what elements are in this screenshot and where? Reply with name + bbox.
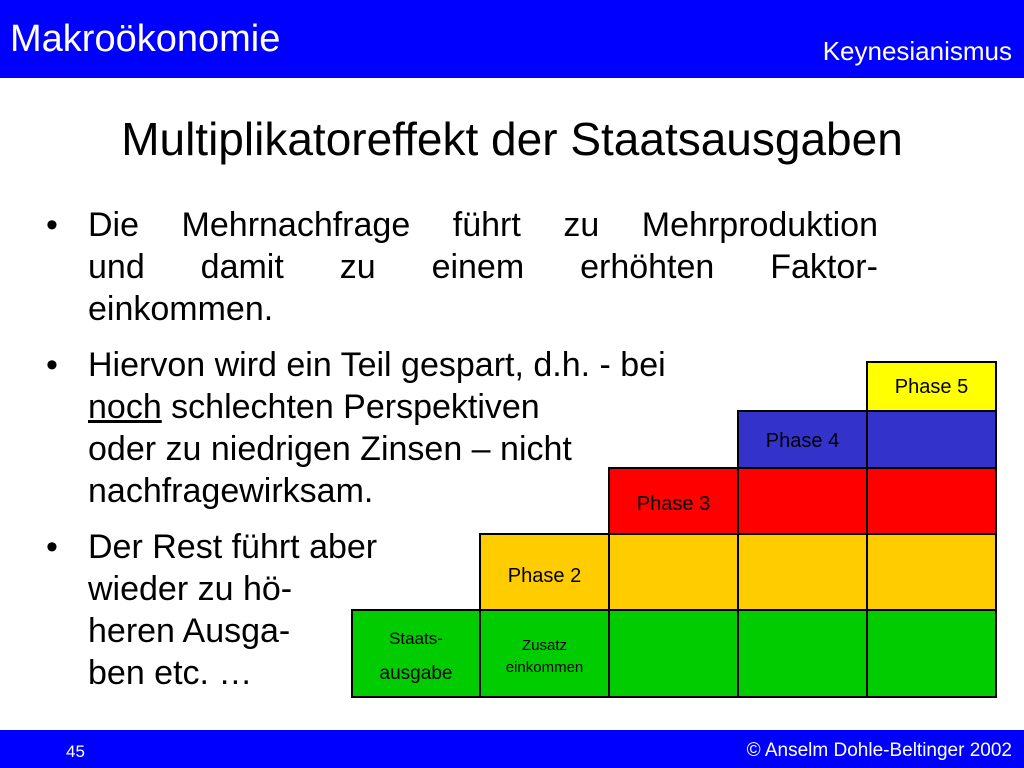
phase-2-label: Phase 2 <box>507 565 582 587</box>
bullet-2-line-2-rest: schlechten Perspektiven <box>161 388 540 426</box>
word: damit <box>200 248 284 286</box>
bullet-3-line-4: ben etc. … <box>88 654 253 692</box>
word: zu <box>563 206 600 244</box>
phase-4-label: Phase 4 <box>765 430 840 452</box>
bullet-2-line-2 <box>88 386 666 428</box>
block-phase-3 <box>608 467 739 535</box>
block-green <box>737 609 868 698</box>
course-title: Makroökonomie <box>10 18 281 60</box>
block-yellow <box>737 533 868 611</box>
bullet-dot: • <box>46 206 58 244</box>
bullet-dot: • <box>46 346 58 384</box>
bullet-dot: • <box>46 528 58 566</box>
block-red <box>866 467 997 535</box>
copyright-notice: © Anselm Dohle-Beltinger 2002 <box>746 740 1012 761</box>
phase-5-label: Phase 5 <box>894 376 969 398</box>
word: einem <box>431 248 525 286</box>
block-zusatzeinkommen <box>479 609 610 698</box>
bullet-1-line-3 <box>88 288 878 330</box>
word: Faktor- <box>770 248 878 286</box>
bullet-3-text <box>88 526 377 694</box>
block-phase-4 <box>737 410 868 469</box>
bullet-1-line-2 <box>88 246 878 288</box>
bullet-2-line-3: oder zu niedrigen Zinsen – nicht <box>88 430 572 468</box>
bullet-2-line-1: Hiervon wird ein Teil gespart, d.h. - bei <box>88 346 666 384</box>
block-yellow <box>866 533 997 611</box>
bullet-1-text <box>88 204 878 330</box>
word: zu <box>339 248 376 286</box>
block-yellow <box>608 533 739 611</box>
block-phase-5 <box>866 361 997 412</box>
word: Mehrproduktion <box>641 206 878 244</box>
page-number: 45 <box>66 742 85 761</box>
word: führt <box>452 206 521 244</box>
topic-title: Keynesianismus <box>822 36 1012 66</box>
bullet-2-text <box>88 344 666 512</box>
bullet-3-line-1: Der Rest führt aber <box>88 528 378 566</box>
word: Mehrnachfrage <box>181 206 411 244</box>
zusatz-label-2: einkommen <box>505 659 584 676</box>
block-green <box>608 609 739 698</box>
word: einkommen. <box>88 290 274 328</box>
block-blue <box>866 410 997 469</box>
word: Die <box>88 206 140 244</box>
slide-title: Multiplikatoreffekt der Staatsausgaben <box>121 113 903 165</box>
block-red <box>737 467 868 535</box>
bullet-3-line-3: heren Ausga- <box>88 612 291 650</box>
bullet-1-line-1 <box>88 204 878 246</box>
staatsausgabe-label-1: Staats- <box>389 629 443 648</box>
bullet-2-line-4: nachfragewirksam. <box>88 472 374 510</box>
phase-3-label: Phase 3 <box>636 493 711 515</box>
block-green <box>866 609 997 698</box>
zusatz-label-1: Zusatz <box>521 637 567 654</box>
emphasis-noch: noch <box>88 388 162 426</box>
block-phase-2 <box>479 533 610 611</box>
footer-bar <box>0 730 1024 768</box>
bullet-3-line-2: wieder zu hö- <box>88 570 293 608</box>
word: und <box>88 248 145 286</box>
block-staatsausgabe <box>351 609 481 698</box>
staatsausgabe-label-2: ausgabe <box>379 663 453 684</box>
word: erhöhten <box>580 248 715 286</box>
header-bar <box>0 0 1024 78</box>
